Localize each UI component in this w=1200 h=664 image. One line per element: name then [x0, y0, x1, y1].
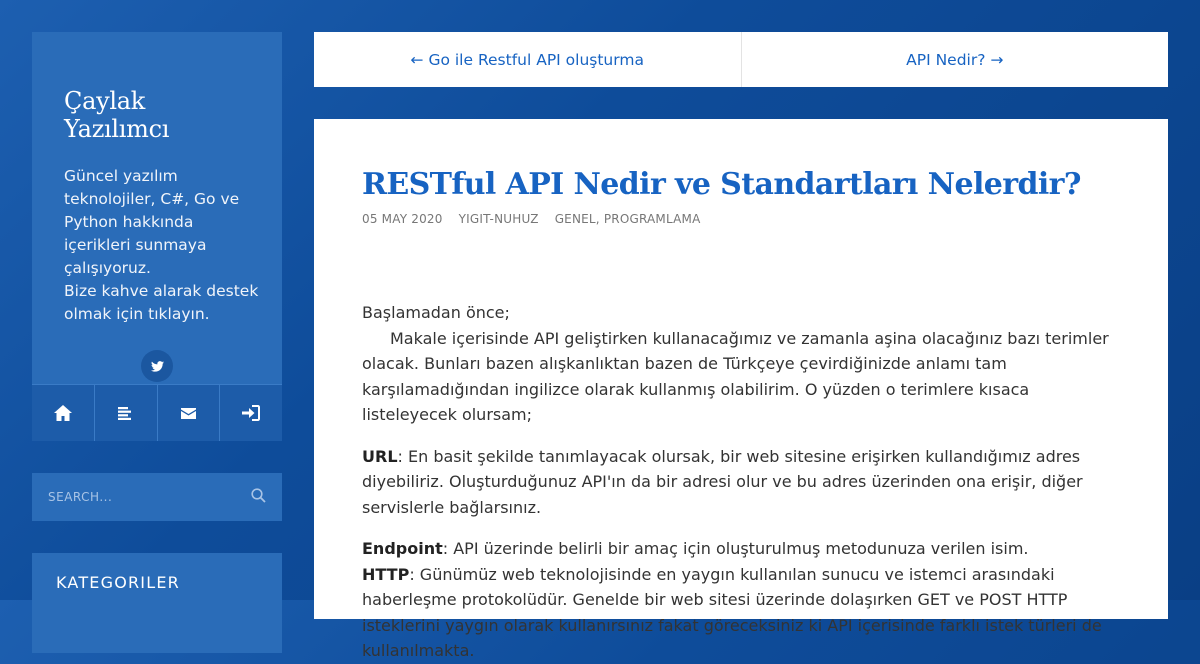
previous-post-link[interactable]: ← Go ile Restful API oluşturma	[314, 32, 742, 87]
post-navigation	[314, 32, 1168, 87]
article	[314, 119, 1168, 660]
endpoint-definition	[362, 536, 1120, 562]
url-def-text: : En basit şekilde tanımlayacak olursak, bir web sitesine erişirken kullandığımız adres diyebiliriz. Oluşturduğunuz API'ın da bir adresi olur ve bu adres üzerinden ona erişir, diğer servislerle bağlarsınız.	[362, 446, 1083, 517]
blog-description-text: Güncel yazılım teknolojiler, C#, Go ve Python hakkında içerikleri sunmaya çalışıyoruz.	[64, 167, 240, 277]
social-links	[64, 350, 250, 382]
post-date[interactable]: 05 MAY 2020	[362, 212, 443, 226]
next-post-link[interactable]: API Nedir? →	[906, 50, 1004, 69]
url-definition	[362, 444, 1120, 521]
intro-heading: Başlamadan önce;	[362, 303, 510, 322]
http-definition	[362, 562, 1120, 664]
list-icon[interactable]	[95, 385, 158, 441]
intro-paragraph	[362, 300, 1120, 428]
intro-body-first: Makale içerisinde API geliştirken kullanacağımız ve zamanla aşina olacağınız bazı terimler olacak.	[362, 328, 1109, 373]
home-icon[interactable]	[32, 385, 95, 441]
post-categories[interactable]: GENEL, PROGRAMLAMA	[554, 212, 701, 226]
mail-icon[interactable]	[158, 385, 221, 441]
blog-description	[64, 165, 264, 326]
http-term: HTTP	[362, 564, 410, 584]
coffee-support-link[interactable]: Bize kahve alarak destek olmak için tıklayın.	[64, 282, 259, 323]
search-icon[interactable]	[251, 488, 266, 507]
http-def-text: : Günümüz web teknolojisinde en yaygın kullanılan sunucu ve istemci arasındaki haberleşme protokolüdür. Genelde bir web sitesi üzerinde dolaşırken GET ve POST HTTP isteklerini yaygın olarak kullanırsınız fakat göreceksiniz ki API içerisinde farklı istek türleri de kullanılmakta.	[362, 564, 1102, 660]
search-input[interactable]	[48, 490, 228, 504]
intro-body-rest: Bunları bazen alışkanlıktan bazen de Türkçeye çevirdiğinizde anlamı tam karşılamadığından ingilizce olarak kullanmış olabilirim. O yüzden o terimlere kısaca listeleyecek olursam;	[362, 354, 1030, 424]
blog-title[interactable]: Çaylak Yazılımcı	[64, 87, 170, 143]
post-meta	[362, 212, 1120, 226]
post-author[interactable]: YIGIT-NUHUZ	[458, 212, 539, 226]
endpoint-term: Endpoint	[362, 539, 443, 558]
url-term: URL	[362, 446, 398, 466]
sidebar	[32, 32, 282, 653]
sidebar-nav	[32, 384, 282, 441]
search-box	[32, 473, 282, 521]
sign-in-icon[interactable]	[220, 385, 282, 441]
categories-title: KATEGORILER	[56, 573, 180, 592]
post-title[interactable]: RESTful API Nedir ve Standartları Nelerdir?	[362, 167, 1081, 202]
categories-widget	[32, 553, 282, 653]
twitter-icon[interactable]	[141, 350, 173, 382]
post-content	[362, 300, 1120, 664]
endpoint-def-text: : API üzerinde belirli bir amaç için oluşturulmuş metodunuza verilen isim.	[442, 539, 1029, 558]
profile-card	[32, 32, 282, 384]
